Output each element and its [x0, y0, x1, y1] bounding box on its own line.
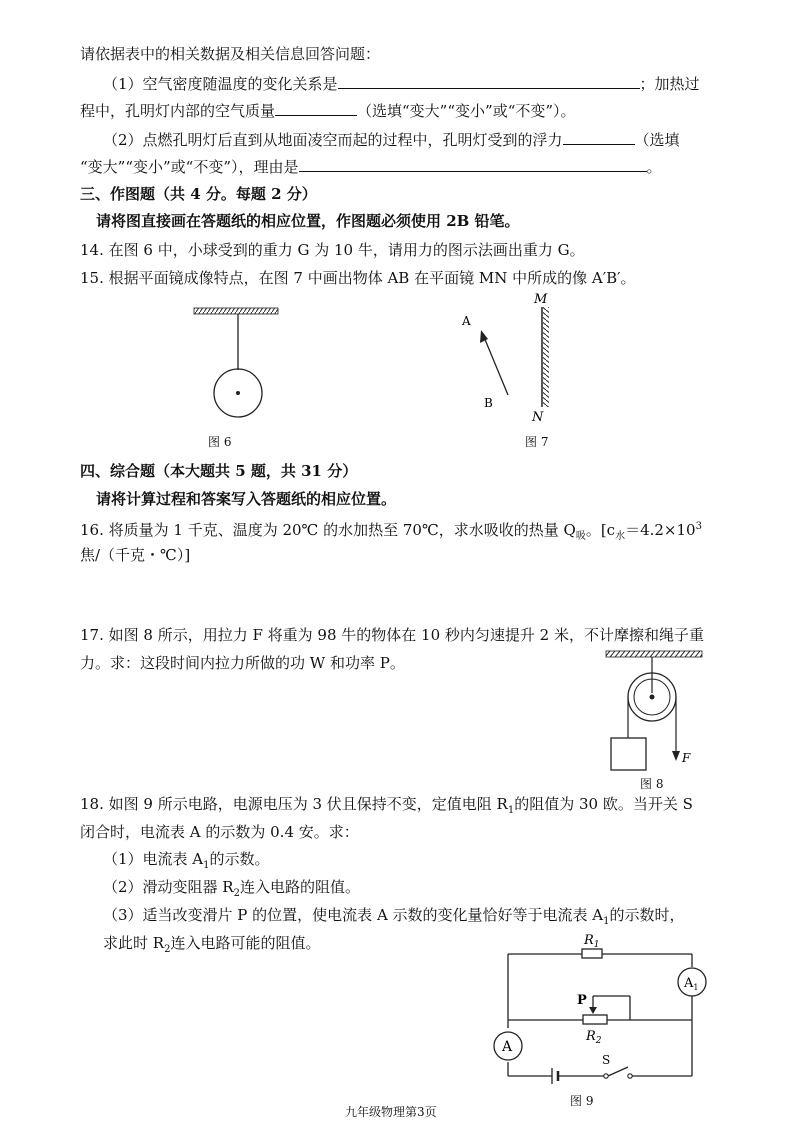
- label-r1: $R_1$: [584, 933, 600, 950]
- q13-answer-blank-3[interactable]: [563, 130, 635, 145]
- label-p: P: [577, 993, 587, 1008]
- slider-arrowhead: [589, 1007, 597, 1014]
- section3-title: 三、作图题（共 4 分。每题 2 分）: [80, 185, 317, 203]
- switch-blade: [608, 1067, 628, 1076]
- q18-text-b: 的阻值为 30 欧。当开关 S: [514, 795, 693, 813]
- q18-s1-text-a: （1）电流表 A: [103, 850, 204, 868]
- q18-s2-text-a: （2）滑动变阻器 R: [103, 878, 234, 896]
- q18-sub-r1: 1: [507, 805, 515, 816]
- q18-s4-sub: 2: [164, 944, 171, 955]
- q13-p1-text-b: ；加热过: [639, 75, 700, 93]
- ball-center: [236, 391, 240, 395]
- q13-p2-text-d: 。: [646, 158, 662, 176]
- q18-sub2: [103, 877, 360, 904]
- q13-part1-line2: [80, 101, 576, 121]
- q16-text-a: 16. 将质量为 1 千克、温度为 20℃ 的水加热至 70℃，求水吸收的热量 Q: [80, 521, 576, 539]
- figure6-caption: 图 6: [208, 435, 232, 449]
- q14-text: 14. 在图 6 中，小球受到的重力 G 为 10 牛，请用力的图示法画出重力 G。: [80, 241, 585, 259]
- page-footer: 九年级物理第3页: [345, 1105, 437, 1119]
- q13-p1-text-c: 程中，孔明灯内部的空气质量: [80, 102, 276, 120]
- section4-title: 四、综合题（本大题共 5 题，共 31 分）: [80, 462, 358, 480]
- intro-text: 请依据表中的相关数据及相关信息回答问题：: [80, 45, 381, 63]
- label-n: N: [532, 410, 544, 425]
- resistor-r1: [582, 949, 602, 958]
- mirror-hatch: [543, 307, 549, 407]
- figure8: [600, 645, 710, 775]
- q18-line1: [80, 794, 693, 821]
- figure6: [180, 300, 300, 430]
- figure9-caption: 图 9: [570, 1094, 594, 1108]
- q18-s3-text-b: 的示数时，: [609, 906, 685, 924]
- pulley-ceiling: [606, 651, 702, 657]
- q18-s3-sub: 1: [603, 916, 610, 927]
- figure7-caption: 图 7: [525, 435, 549, 449]
- q16-line1: [80, 517, 702, 547]
- label-s: S: [602, 1053, 611, 1067]
- q18-s4-text-a: 求此时 R: [103, 934, 165, 952]
- switch-contact-right: [628, 1074, 632, 1078]
- switch-contact-left: [604, 1074, 608, 1078]
- q18-line2: 闭合时，电流表 A 的示数为 0.4 安。求：: [80, 823, 359, 841]
- object-arrowhead: [480, 330, 488, 343]
- q13-part2-line1: [103, 130, 680, 150]
- weight-block: [611, 738, 646, 770]
- q18-sub1: [103, 849, 270, 876]
- q18-text-a: 18. 如图 9 所示电路，电源电压为 3 伏且保持不变，定值电阻 R: [80, 795, 508, 813]
- q18-s1-text-b: 的示数。: [209, 850, 270, 868]
- q18-sub4: [103, 933, 320, 960]
- q13-answer-blank-2[interactable]: [275, 101, 357, 116]
- q16-text-b: 。[c: [585, 521, 616, 539]
- q17-line2: 力。求：这段时间内拉力所做的功 W 和功率 P。: [80, 654, 405, 672]
- q18-s2-sub: 2: [233, 888, 240, 899]
- q13-p2-text-b: （选填: [634, 131, 680, 149]
- section4-note: 请将计算过程和答案写入答题纸的相应位置。: [96, 490, 397, 508]
- q13-p1-text-d: （选填“变大”“变小”或“不变”）。: [357, 102, 576, 120]
- label-f: F: [682, 751, 691, 765]
- figure7: [450, 285, 570, 425]
- q13-p2-text-a: （2）点燃孔明灯后直到从地面凌空而起的过程中，孔明灯受到的浮力: [103, 131, 563, 149]
- label-b: B: [484, 396, 493, 410]
- q17-line1: 17. 如图 8 所示，用拉力 F 将重为 98 牛的物体在 10 秒内匀速提升 2 米，不计摩擦和绳子重: [80, 626, 704, 644]
- label-m: M: [534, 292, 548, 307]
- figure9: [480, 930, 720, 1090]
- object-ab: [484, 337, 508, 395]
- label-a: A: [462, 314, 471, 328]
- q15-text: 15. 根据平面镜成像特点，在图 7 中画出物体 AB 在平面镜 MN 中所成的像 A′B′。: [80, 269, 636, 287]
- q16-line2: 焦/（千克・℃）]: [80, 546, 191, 564]
- label-r2: $R_2$: [586, 1029, 602, 1046]
- force-arrowhead: [672, 751, 680, 761]
- q13-p1-text-a: （1）空气密度随温度的变化关系是: [103, 75, 338, 93]
- q13-p2-text-c: “变大”“变小”或“不变”），理由是: [80, 158, 299, 176]
- pulley-axle: [650, 695, 655, 700]
- q13-answer-blank-4[interactable]: [299, 157, 647, 172]
- q18-s3-text-a: （3）适当改变滑片 P 的位置，使电流表 A 示数的变化量恰好等于电流表 A: [103, 906, 604, 924]
- q18-s2-text-b: 连入电路的阻值。: [239, 878, 360, 896]
- figure8-caption: 图 8: [640, 777, 664, 791]
- q16-sub-c: 水: [615, 531, 626, 542]
- ammeter-a1-label: $A_1$: [684, 976, 699, 992]
- q16-sub-q: 吸: [575, 531, 586, 542]
- q13-answer-blank-1[interactable]: [338, 74, 640, 89]
- q13-part2-line2: [80, 157, 662, 177]
- q16-text-c: ＝4.2×10: [625, 521, 696, 539]
- q18-s4-text-b: 连入电路可能的阻值。: [170, 934, 321, 952]
- q18-s1-sub: 1: [203, 860, 210, 871]
- q13-part1-line1: [103, 74, 700, 94]
- ceiling-support: [194, 308, 278, 314]
- ammeter-a-label: A: [502, 1039, 513, 1055]
- section3-note: 请将图直接画在答题纸的相应位置，作图题必须使用 2B 铅笔。: [96, 212, 520, 230]
- q16-sup: 3: [695, 521, 702, 532]
- rheostat-r2: [583, 1015, 607, 1024]
- q18-sub3: [103, 905, 685, 932]
